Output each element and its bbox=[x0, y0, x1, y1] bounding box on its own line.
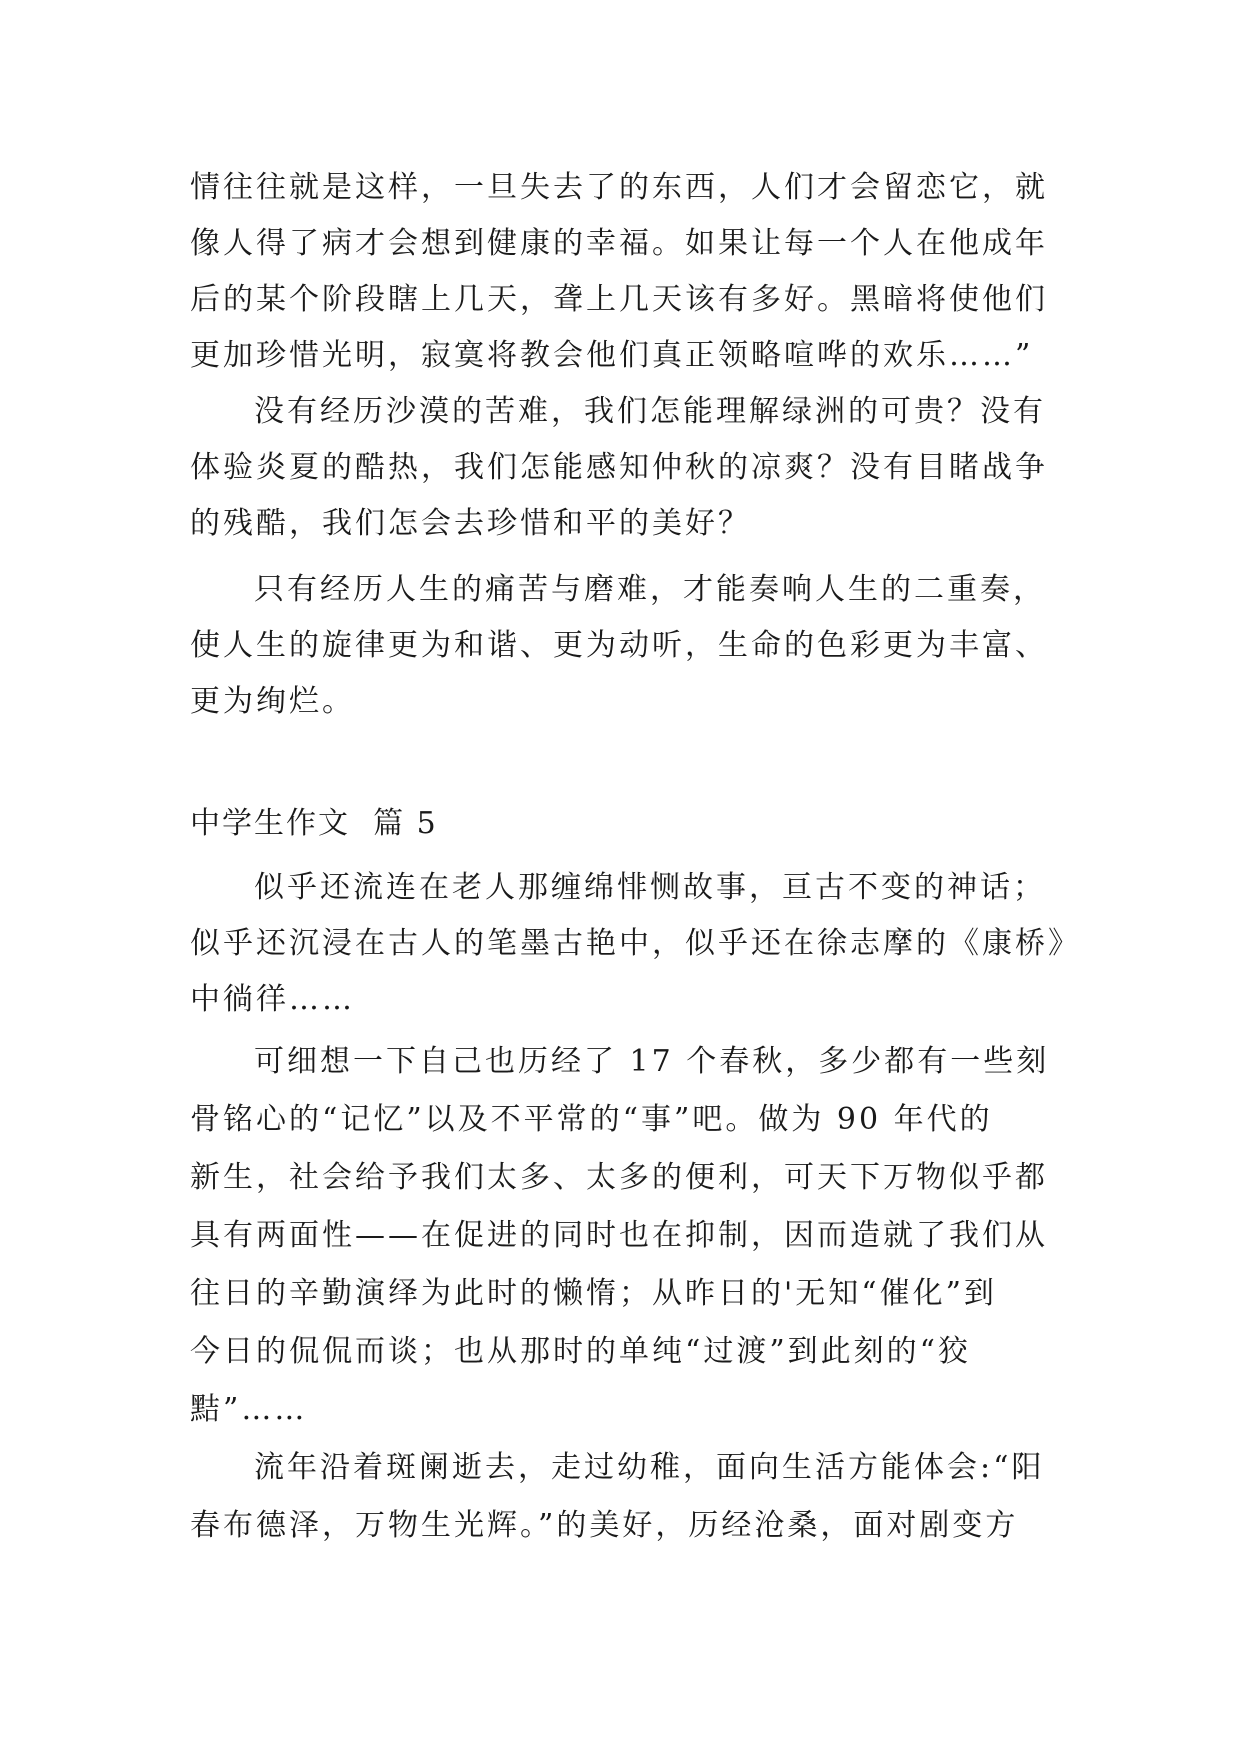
paragraph-line: 体验炎夏的酷热，我们怎能感知仲秋的凉爽？没有目睹战争 bbox=[190, 450, 1048, 485]
paragraph-line: 春布德泽，万物生光辉。”的美好，历经沧桑，面对剧变方 bbox=[190, 1508, 1019, 1543]
paragraph-line: 更为绚烂。 bbox=[190, 684, 355, 719]
paragraph-line: 骨铭心的“记忆”以及不平常的“事”吧。做为 90 年代的 bbox=[190, 1102, 993, 1137]
paragraph-line: 情往往就是这样，一旦失去了的东西，人们才会留恋它，就 bbox=[190, 170, 1048, 205]
paragraph-line: 新生，社会给予我们太多、太多的便利，可天下万物似乎都 bbox=[190, 1160, 1048, 1195]
paragraph-line: 似乎还流连在老人那缠绵悱恻故事，亘古不变的神话； bbox=[254, 870, 1046, 905]
paragraph-line: 似乎还沉浸在古人的笔墨古艳中，似乎还在徐志摩的《康桥》 bbox=[190, 926, 1081, 961]
paragraph-line: 流年沿着斑阑逝去，走过幼稚，面向生活方能体会:“阳 bbox=[254, 1450, 1045, 1485]
paragraph-line: 使人生的旋律更为和谐、更为动听，生命的色彩更为丰富、 bbox=[190, 628, 1048, 663]
paragraph-line: 黠”…… bbox=[190, 1392, 308, 1427]
paragraph-line: 中徜徉…… bbox=[190, 982, 355, 1017]
paragraph-line: 往日的辛勤演绎为此时的懒惰；从昨日的'无知“催化”到 bbox=[190, 1276, 997, 1311]
paragraph-line: 具有两面性——在促进的同时也在抑制，因而造就了我们从 bbox=[190, 1218, 1048, 1253]
section-heading: 中学生作文 篇 5 bbox=[190, 806, 438, 841]
paragraph-line: 的残酷，我们怎会去珍惜和平的美好？ bbox=[190, 506, 751, 541]
paragraph-line: 后的某个阶段瞎上几天，聋上几天该有多好。黑暗将使他们 bbox=[190, 282, 1048, 317]
paragraph-line: 今日的侃侃而谈；也从那时的单纯“过渡”到此刻的“狡 bbox=[190, 1334, 972, 1369]
paragraph-line: 更加珍惜光明，寂寞将教会他们真正领略喧哗的欢乐……” bbox=[190, 338, 1034, 373]
paragraph-line: 可细想一下自己也历经了 17 个春秋，多少都有一些刻 bbox=[254, 1044, 1050, 1079]
paragraph-line: 像人得了病才会想到健康的幸福。如果让每一个人在他成年 bbox=[190, 226, 1048, 261]
paragraph-line: 只有经历人生的痛苦与磨难，才能奏响人生的二重奏， bbox=[254, 572, 1046, 607]
paragraph-line: 没有经历沙漠的苦难，我们怎能理解绿洲的可贵？没有 bbox=[254, 394, 1046, 429]
